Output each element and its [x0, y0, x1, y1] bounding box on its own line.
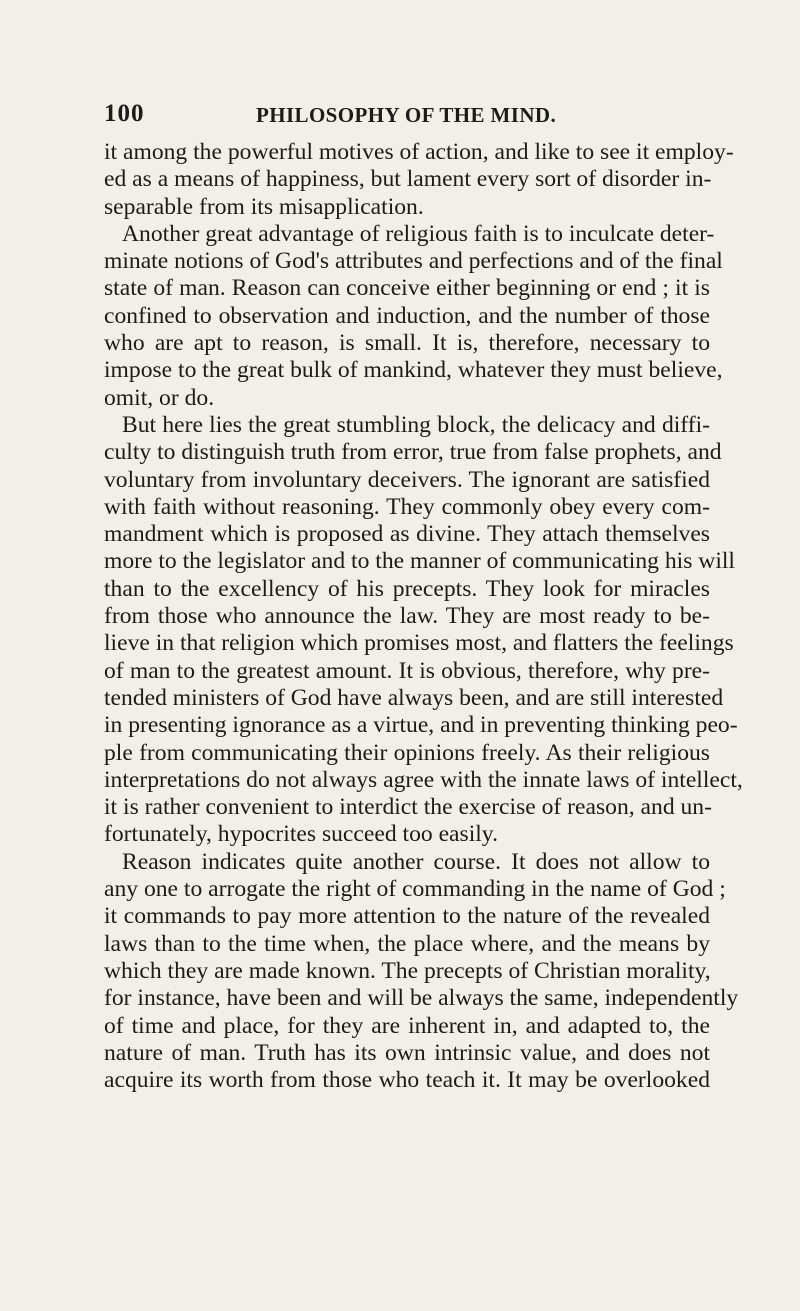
text-line: more to the legislator and to the manner of communicating his will: [104, 548, 735, 575]
text-line: confined to observation and induction, and the number of those: [104, 302, 710, 329]
text-line: Reason indicates quite another course. It does not allow to: [122, 848, 710, 875]
text-line: any one to arrogate the right of commanding in the name of God ;: [104, 876, 726, 903]
text-line: separable from its misapplication.: [104, 193, 424, 220]
text-line: ed as a means of happiness, but lament every sort of disorder in-: [104, 166, 712, 193]
text-line: from those who announce the law. They are most ready to be-: [104, 603, 710, 630]
text-line: fortunately, hypocrites succeed too easily.: [104, 821, 498, 848]
page-number: 100: [104, 100, 145, 127]
text-line: lieve in that religion which promises most, and flatters the feelings: [104, 630, 734, 657]
text-line: it among the powerful motives of action, and like to see it employ-: [104, 139, 734, 165]
text-line: interpretations do not always agree with the innate laws of intellect,: [104, 766, 743, 793]
text-line: culty to distinguish truth from error, true from false prophets, and: [104, 439, 722, 466]
text-line: But here lies the great stumbling block, the delicacy and diffi-: [122, 411, 710, 438]
text-line: laws than to the time when, the place where, and the means by: [104, 930, 710, 957]
running-title: PHILOSOPHY OF THE MIND.: [256, 103, 557, 127]
text-line: omit, or do.: [104, 384, 215, 411]
text-line: who are apt to reason, is small. It is, therefore, necessary to: [104, 330, 710, 357]
text-line: acquire its worth from those who teach it. It may be overlooked: [104, 1067, 710, 1094]
text-line: than to the excellency of his precepts. They look for miracles: [104, 575, 710, 602]
text-line: ple from communicating their opinions freely. As their religious: [104, 739, 710, 766]
text-line: of man to the greatest amount. It is obvious, therefore, why pre-: [104, 657, 710, 684]
body-text: [104, 139, 743, 1094]
text-line: in presenting ignorance as a virtue, and in preventing thinking peo-: [104, 712, 738, 739]
text-line: voluntary from involuntary deceivers. The ignorant are satisfied: [104, 466, 710, 493]
text-line: it is rather convenient to interdict the exercise of reason, and un-: [104, 794, 712, 821]
text-line: tended ministers of God have always been, and are still interested: [104, 684, 724, 711]
running-head: [104, 100, 664, 140]
text-line: Another great advantage of religious faith is to inculcate deter-: [122, 220, 715, 247]
text-line: which they are made known. The precepts of Christian morality,: [104, 957, 711, 984]
text-line: minate notions of God's attributes and perfections and of the final: [104, 248, 723, 275]
text-line: impose to the great bulk of mankind, whatever they must believe,: [104, 357, 723, 384]
text-line: with faith without reasoning. They commonly obey every com-: [104, 493, 710, 520]
text-line: state of man. Reason can conceive either beginning or end ; it is: [104, 275, 710, 302]
text-line: for instance, have been and will be always the same, independently: [104, 985, 739, 1012]
text-line: of time and place, for they are inherent in, and adapted to, the: [104, 1012, 710, 1039]
text-line: mandment which is proposed as divine. They attach themselves: [104, 521, 710, 548]
text-line: it commands to pay more attention to the nature of the revealed: [104, 903, 710, 930]
text-line: nature of man. Truth has its own intrinsic value, and does not: [104, 1039, 710, 1066]
